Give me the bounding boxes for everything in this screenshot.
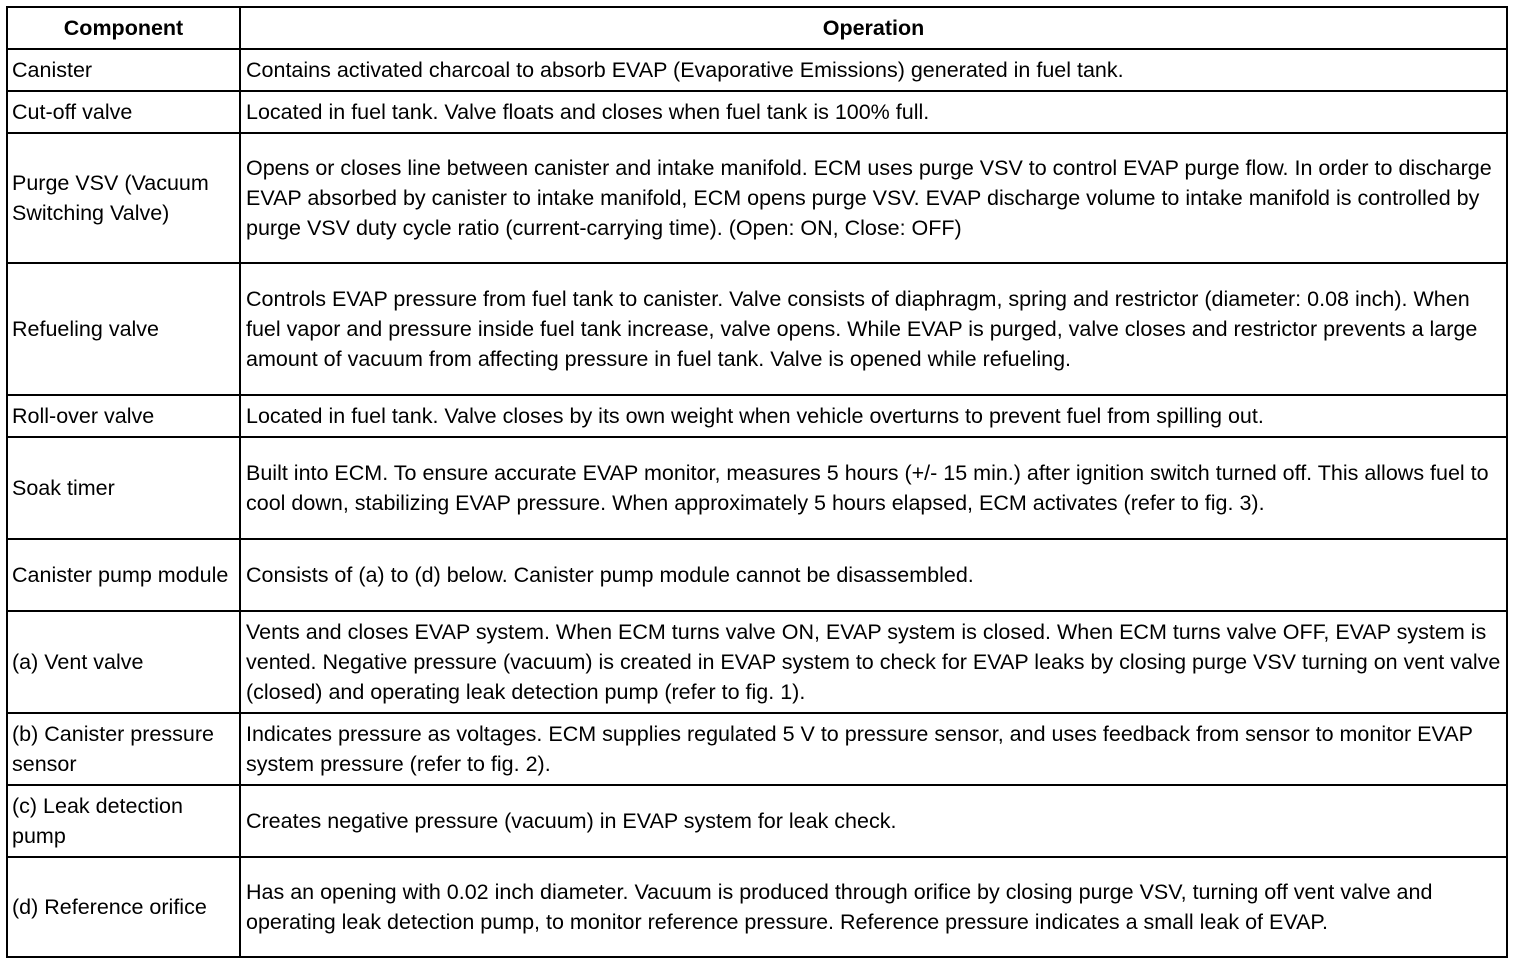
component-cell: Purge VSV (Vacuum Switching Valve)	[7, 133, 240, 263]
component-cell: Cut-off valve	[7, 91, 240, 133]
evap-component-table	[6, 6, 1508, 958]
operation-cell: Controls EVAP pressure from fuel tank to canister. Valve consists of diaphragm, spring and restrictor (diameter: 0.08 inch). When fuel vapor and pressure inside fuel tank increase, valve opens. While EVAP is purged, valve closes and restrictor prevents a large amount of vacuum from affecting pressure in fuel tank. Valve is opened while refueling.	[240, 263, 1507, 395]
table-row	[7, 263, 1507, 395]
operation-cell: Contains activated charcoal to absorb EVAP (Evaporative Emissions) generated in fuel tank.	[240, 49, 1507, 91]
table-row	[7, 857, 1507, 957]
component-cell: Canister	[7, 49, 240, 91]
header-operation: Operation	[240, 7, 1507, 49]
header-component: Component	[7, 7, 240, 49]
table-header	[7, 7, 1507, 49]
table-row	[7, 133, 1507, 263]
operation-cell: Has an opening with 0.02 inch diameter. Vacuum is produced through orifice by closing purge VSV, turning off vent valve and operating leak detection pump, to monitor reference pressure. Reference pressure indicates a small leak of EVAP.	[240, 857, 1507, 957]
operation-cell: Indicates pressure as voltages. ECM supplies regulated 5 V to pressure sensor, and uses feedback from sensor to monitor EVAP system pressure (refer to fig. 2).	[240, 713, 1507, 785]
table-row	[7, 91, 1507, 133]
component-cell: (a) Vent valve	[7, 611, 240, 713]
component-cell: Roll-over valve	[7, 395, 240, 437]
table-row	[7, 539, 1507, 611]
table-row	[7, 713, 1507, 785]
component-cell: (b) Canister pressure sensor	[7, 713, 240, 785]
operation-cell: Built into ECM. To ensure accurate EVAP monitor, measures 5 hours (+/- 15 min.) after ignition switch turned off. This allows fuel to cool down, stabilizing EVAP pressure. When approximately 5 hours elapsed, ECM activates (refer to fig. 3).	[240, 437, 1507, 539]
operation-cell: Vents and closes EVAP system. When ECM turns valve ON, EVAP system is closed. When ECM turns valve OFF, EVAP system is vented. Negative pressure (vacuum) is created in EVAP system to check for EVAP leaks by closing purge VSV turning on vent valve (closed) and operating leak detection pump (refer to fig. 1).	[240, 611, 1507, 713]
component-cell: Soak timer	[7, 437, 240, 539]
component-cell: (d) Reference orifice	[7, 857, 240, 957]
table-row	[7, 437, 1507, 539]
operation-cell: Located in fuel tank. Valve floats and closes when fuel tank is 100% full.	[240, 91, 1507, 133]
table-row	[7, 611, 1507, 713]
table-row	[7, 49, 1507, 91]
table-body	[7, 49, 1507, 957]
operation-cell: Located in fuel tank. Valve closes by its own weight when vehicle overturns to prevent fuel from spilling out.	[240, 395, 1507, 437]
component-cell: (c) Leak detection pump	[7, 785, 240, 857]
operation-cell: Creates negative pressure (vacuum) in EVAP system for leak check.	[240, 785, 1507, 857]
component-cell: Canister pump module	[7, 539, 240, 611]
table-row	[7, 395, 1507, 437]
component-cell: Refueling valve	[7, 263, 240, 395]
header-row	[7, 7, 1507, 49]
operation-cell: Opens or closes line between canister and intake manifold. ECM uses purge VSV to control EVAP purge flow. In order to discharge EVAP absorbed by canister to intake manifold, ECM opens purge VSV. EVAP discharge volume to intake manifold is controlled by purge VSV duty cycle ratio (current-carrying time). (Open: ON, Close: OFF)	[240, 133, 1507, 263]
table-row	[7, 785, 1507, 857]
operation-cell: Consists of (a) to (d) below. Canister pump module cannot be disassembled.	[240, 539, 1507, 611]
